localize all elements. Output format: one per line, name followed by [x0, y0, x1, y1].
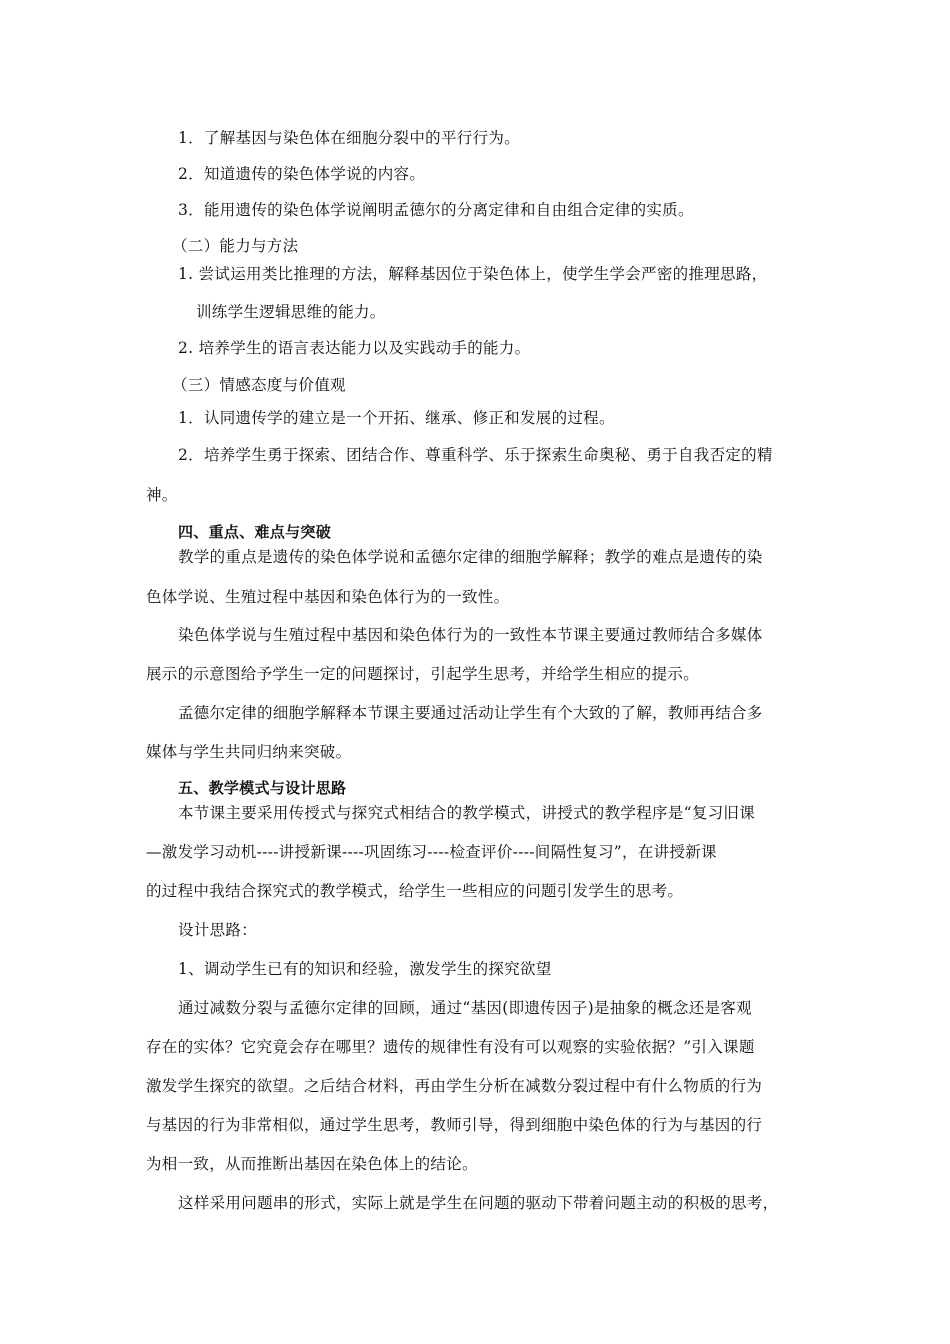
design-ideas-label: 设计思路： [178, 921, 258, 939]
key-points-para-1-line-2: 色体学说、生殖过程中基因和染色体行为的一致性。 [146, 588, 510, 606]
objective-knowledge-1: 1．了解基因与染色体在细胞分裂中的平行行为。 [178, 129, 520, 147]
teaching-mode-para-line-2: —激发学习动机----讲授新课----巩固练习----检查评价----间隔性复习”，在讲授新课 [146, 843, 717, 861]
design-idea-1-para-line-5: 为相一致，从而推断出基因在染色体上的结论。 [146, 1155, 478, 1173]
design-idea-1-title: 1、调动学生已有的知识和经验，激发学生的探究欲望 [178, 960, 552, 978]
teaching-mode-para-line-3: 的过程中我结合探究式的教学模式，给学生一些相应的问题引发学生的思考。 [146, 882, 684, 900]
key-points-para-3-line-2: 媒体与学生共同归纳来突破。 [146, 743, 352, 761]
section-heading-ability: （二）能力与方法 [172, 237, 299, 255]
teaching-mode-para: 本节课主要采用传授式与探究式相结合的教学模式，讲授式的教学程序是“复习旧课 [178, 804, 756, 822]
ability-item-1-continued: 训练学生逻辑思维的能力。 [196, 303, 386, 321]
objective-knowledge-2: 2．知道遗传的染色体学说的内容。 [178, 165, 426, 183]
design-idea-1-para: 通过减数分裂与孟德尔定律的回顾，通过“基因(即遗传因子)是抽象的概念还是客观 [178, 999, 752, 1017]
key-points-para-2-line-2: 展示的示意图给予学生一定的问题探讨，引起学生思考，并给学生相应的提示。 [146, 665, 700, 683]
objective-knowledge-3: 3．能用遗传的染色体学说阐明孟德尔的分离定律和自由组合定律的实质。 [178, 201, 694, 219]
design-idea-1-para-line-2: 存在的实体？它究竟会存在哪里？遗传的规律性有没有可以观察的实验依据？”引入课题 [146, 1038, 755, 1056]
key-points-para-1: 教学的重点是遗传的染色体学说和孟德尔定律的细胞学解释；教学的难点是遗传的染 [178, 548, 763, 566]
ability-item-2: 2. 培养学生的语言表达能力以及实践动手的能力。 [178, 339, 531, 357]
heading-key-points: 四、重点、难点与突破 [178, 523, 332, 541]
key-points-para-3: 孟德尔定律的细胞学解释本节课主要通过活动让学生有个大致的了解，教师再结合多 [178, 704, 763, 722]
emotion-item-2: 2．培养学生勇于探索、团结合作、尊重科学、乐于探索生命奥秘、勇于自我否定的精 [178, 446, 773, 464]
design-idea-1-para-line-3: 激发学生探究的欲望。之后结合材料，再由学生分析在减数分裂过程中有什么物质的行为 [146, 1077, 763, 1095]
design-idea-summary-para: 这样采用问题串的形式，实际上就是学生在问题的驱动下带着问题主动的积极的思考， [178, 1194, 779, 1212]
emotion-item-1: 1．认同遗传学的建立是一个开拓、继承、修正和发展的过程。 [178, 409, 615, 427]
section-heading-emotion: （三）情感态度与价值观 [172, 376, 346, 394]
heading-teaching-mode: 五、教学模式与设计思路 [178, 779, 347, 797]
key-points-para-2: 染色体学说与生殖过程中基因和染色体行为的一致性本节课主要通过教师结合多媒体 [178, 626, 763, 644]
design-idea-1-para-line-4: 与基因的行为非常相似，通过学生思考，教师引导，得到细胞中染色体的行为与基因的行 [146, 1116, 763, 1134]
emotion-item-2-continued: 神。 [146, 486, 178, 504]
ability-item-1: 1. 尝试运用类比推理的方法，解释基因位于染色体上，使学生学会严密的推理思路， [178, 265, 768, 283]
